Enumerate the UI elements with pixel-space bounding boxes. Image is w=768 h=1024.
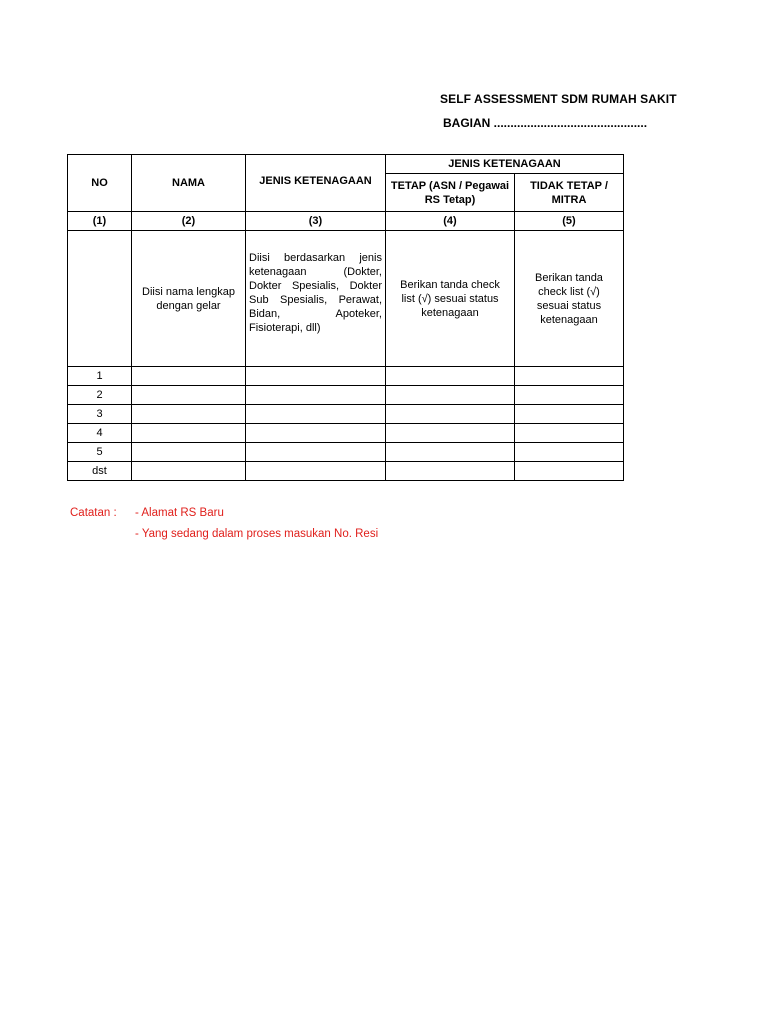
cell-nama[interactable] (132, 405, 246, 424)
instruction-row (68, 231, 624, 367)
row-number: 3 (68, 405, 132, 424)
table-row (68, 367, 624, 386)
header-nama: NAMA (132, 155, 246, 212)
cell-nama[interactable] (132, 462, 246, 481)
cell-tidak-tetap[interactable] (515, 424, 624, 443)
instruction-tetap: Berikan tanda check list (√) sesuai status ketenagaan (386, 231, 515, 367)
note-item: - Yang sedang dalam proses masukan No. Resi (135, 527, 379, 540)
header-tidak-tetap: TIDAK TETAP / MITRA (515, 174, 624, 212)
row-number: 2 (68, 386, 132, 405)
notes-label: Catatan : (70, 506, 117, 519)
cell-tetap[interactable] (386, 405, 515, 424)
row-number: dst (68, 462, 132, 481)
column-number: (4) (386, 212, 515, 231)
header-tetap: TETAP (ASN / Pegawai RS Tetap) (386, 174, 515, 212)
column-number: (5) (515, 212, 624, 231)
header-group-jenis-ketenagaan: JENIS KETENAGAAN (386, 155, 624, 174)
cell-nama[interactable] (132, 443, 246, 462)
header-jenis-ketenagaan: JENIS KETENAGAAN (246, 155, 386, 212)
cell-jenis[interactable] (246, 405, 386, 424)
department-line: BAGIAN .............................................. (443, 116, 648, 130)
cell-tetap[interactable] (386, 462, 515, 481)
column-number: (2) (132, 212, 246, 231)
assessment-table (67, 154, 624, 481)
row-number: 5 (68, 443, 132, 462)
table-row (68, 443, 624, 462)
instruction-no (68, 231, 132, 367)
cell-jenis[interactable] (246, 424, 386, 443)
notes-section (70, 502, 378, 544)
cell-nama[interactable] (132, 367, 246, 386)
row-number: 1 (68, 367, 132, 386)
cell-nama[interactable] (132, 424, 246, 443)
instruction-tidak-tetap: Berikan tanda check list (√) sesuai status ketenagaan (515, 231, 624, 367)
header-no: NO (68, 155, 132, 212)
cell-tetap[interactable] (386, 367, 515, 386)
column-number-row (68, 212, 624, 231)
column-number: (3) (246, 212, 386, 231)
cell-tetap[interactable] (386, 424, 515, 443)
table-row (68, 424, 624, 443)
instruction-nama: Diisi nama lengkap dengan gelar (132, 231, 246, 367)
cell-nama[interactable] (132, 386, 246, 405)
cell-tidak-tetap[interactable] (515, 443, 624, 462)
cell-jenis[interactable] (246, 386, 386, 405)
table-row (68, 405, 624, 424)
cell-jenis[interactable] (246, 443, 386, 462)
row-number: 4 (68, 424, 132, 443)
cell-jenis[interactable] (246, 462, 386, 481)
form-title: SELF ASSESSMENT SDM RUMAH SAKIT (440, 92, 677, 106)
cell-tidak-tetap[interactable] (515, 462, 624, 481)
cell-tidak-tetap[interactable] (515, 386, 624, 405)
cell-tidak-tetap[interactable] (515, 367, 624, 386)
cell-tidak-tetap[interactable] (515, 405, 624, 424)
instruction-jenis: Diisi berdasarkan jenis ketenagaan (Dokter, Dokter Spesialis, Dokter Sub Spesialis, Perawat, Bidan, Apoteker, Fisioterapi, dll) (246, 231, 386, 367)
table-row (68, 462, 624, 481)
note-item: - Alamat RS Baru (135, 506, 224, 519)
cell-tetap[interactable] (386, 386, 515, 405)
cell-jenis[interactable] (246, 367, 386, 386)
table-row (68, 386, 624, 405)
cell-tetap[interactable] (386, 443, 515, 462)
column-number: (1) (68, 212, 132, 231)
